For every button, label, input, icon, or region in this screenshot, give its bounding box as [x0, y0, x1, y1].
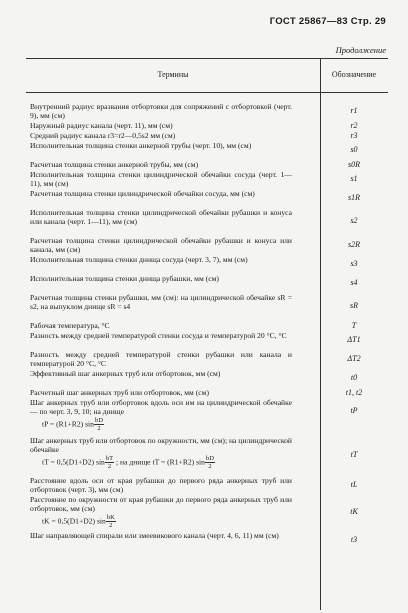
table-row — [26, 189, 388, 208]
notation-symbol: s1 — [350, 173, 358, 183]
term-text: Эффективный шаг анкерных труб или отбортовок, мм (см) — [30, 369, 221, 378]
fraction — [94, 417, 104, 432]
table-row — [26, 369, 388, 388]
terms-table — [26, 58, 388, 610]
table-row — [26, 102, 388, 121]
term-text: Расчетный шаг анкерных труб или отбортовок, мм (см) — [30, 388, 209, 397]
term-text: Исполнительная толщина стенки цилиндрической обечайки рубашки и конуса или канала (черт. 1—11), мм (см) — [30, 208, 292, 227]
notation-symbol: t1, t2 — [345, 388, 363, 397]
fraction — [105, 455, 114, 470]
notation-symbol: tT — [350, 450, 358, 459]
table-row — [26, 436, 388, 476]
fraction-denominator: 2 — [97, 424, 101, 432]
table-row — [26, 121, 388, 131]
notation-symbol: s2R — [348, 239, 360, 249]
table-row — [26, 531, 388, 550]
formula-tP — [26, 417, 388, 432]
table-row — [26, 331, 388, 350]
notation-symbol: ΔT2 — [347, 353, 361, 363]
fraction-numerator: bT — [105, 454, 114, 462]
notation-symbol: s4 — [350, 277, 358, 287]
table-row — [26, 208, 388, 236]
formula-text: tP = (R1+R2) sin — [42, 419, 94, 429]
column-header-notation: Обозначение — [331, 70, 377, 79]
term-text: Внутренний радиус вразвания отбортовки для сопряжений с отбортовкой (черт. 9), мм (см) — [30, 102, 292, 121]
term-text: Шаг анкерных труб или отбортовок вдоль оси им на цилиндрической обечайке — по черт. 3, 9, 10; на днище — [30, 398, 292, 417]
fraction-numerator: bD — [205, 454, 214, 462]
table-body — [26, 102, 388, 550]
formula-text: tK = 0,5(D1+D2) sin — [42, 516, 106, 526]
table-row — [26, 321, 388, 331]
notation-symbol: s3 — [350, 258, 358, 268]
notation-symbol: tP — [350, 406, 358, 415]
notation-symbol: sR — [350, 301, 358, 310]
table-row — [26, 170, 388, 189]
notation-symbol: r1 — [350, 105, 358, 115]
table-row — [26, 160, 388, 170]
term-text: Исполнительная толщина стенки днища сосуда (черт. 3, 7), мм (см) — [30, 255, 248, 264]
term-text: Расчетная толщина стенки цилиндрической обечайки сосуда, мм (см) — [30, 189, 255, 198]
notation-symbol: T — [351, 321, 357, 330]
table-row — [26, 476, 388, 495]
table-row — [26, 141, 388, 160]
notation-symbol: tL — [350, 479, 358, 489]
column-header-terms: Термины — [157, 70, 189, 79]
table-header-rule — [26, 92, 388, 93]
formula-text: ; на днище — [114, 457, 153, 467]
term-text: Шаг анкерных труб или отбортовок по окружности, мм (см); на цилиндрической обечайке — [30, 436, 292, 455]
term-text: Разность между средней температурой стенки сосуда и температурой 20 °С, °С — [30, 331, 287, 340]
term-text: Исполнительная толщина стенки цилиндрической обечайки сосуда (черт. 1—11), мм (см) — [30, 170, 292, 189]
table-top-rule — [26, 58, 388, 59]
notation-symbol: r2 — [350, 121, 358, 130]
table-row — [26, 236, 388, 255]
fraction — [106, 514, 116, 529]
continued-label: Продолжение — [335, 45, 386, 55]
term-text: Расчетная толщина стенки рубашки, мм (см): на цилиндрической обечайке sR = s2, на выпуклом днище sR = s4 — [30, 293, 292, 312]
term-text: Расстояние по окружности от края рубашки до первого ряда анкерных труб или отбортовок, мм (см) — [30, 495, 292, 514]
term-text: Расстояние вдоль оси от края рубашки до первого ряда анкерных труб или отбортовок (черт. 3), мм (см) — [30, 476, 292, 495]
fraction-denominator: 2 — [107, 462, 112, 470]
fraction — [205, 455, 215, 470]
term-text: Расчетная толщина стенки цилиндрической обечайки рубашки и конуса или канала, мм (см) — [30, 236, 292, 255]
notation-symbol: s2 — [350, 216, 358, 225]
table-row — [26, 388, 388, 398]
notation-symbol: s0R — [348, 160, 360, 169]
page-header: ГОСТ 25867—83 Стр. 29 — [269, 16, 386, 27]
table-row — [26, 350, 388, 369]
notation-symbol: s1R — [348, 192, 360, 202]
notation-symbol: s0 — [350, 144, 358, 154]
term-text: Средний радиус канала r3=r2—0,5s2 мм (см) — [30, 131, 176, 140]
formula-text: tT = (R1+R2) sin — [152, 457, 205, 467]
term-text: Рабочая температура, °С — [30, 321, 110, 330]
term-text: Исполнительная толщина стенки анкерной трубы (черт. 10), мм (см) — [30, 141, 252, 150]
notation-symbol: ΔT1 — [347, 334, 361, 344]
table-row — [26, 398, 388, 436]
notation-symbol: t3 — [350, 534, 358, 544]
fraction-denominator: 2 — [109, 521, 113, 529]
formula-text: tT = 0,5(D1+D2) sin — [42, 457, 105, 467]
fraction-numerator: bD — [94, 416, 103, 424]
notation-symbol: r3 — [350, 131, 358, 140]
table-row — [26, 495, 388, 531]
term-text: Исполнительная толщина стенки днища рубашки, мм (см) — [30, 274, 219, 283]
term-text: Расчетная толщина стенки анкерной трубы, мм (см) — [30, 160, 199, 169]
table-row — [26, 131, 388, 141]
table-row — [26, 255, 388, 274]
table-row — [26, 274, 388, 293]
fraction-numerator: bK — [106, 513, 115, 521]
term-text: Разность между средней температурой стенки рубашки или канала и температурой 20 °С, °С — [30, 350, 292, 369]
term-text: Шаг направляющей спирали или змеевикового канала (черт. 4, 6, 11) мм (см) — [30, 531, 279, 540]
fraction-denominator: 2 — [208, 462, 212, 470]
notation-symbol: tK — [350, 507, 358, 516]
notation-symbol: t0 — [350, 372, 358, 382]
term-text: Наружный радиус канала (черт. 11), мм (см) — [30, 121, 173, 130]
table-row — [26, 293, 388, 321]
